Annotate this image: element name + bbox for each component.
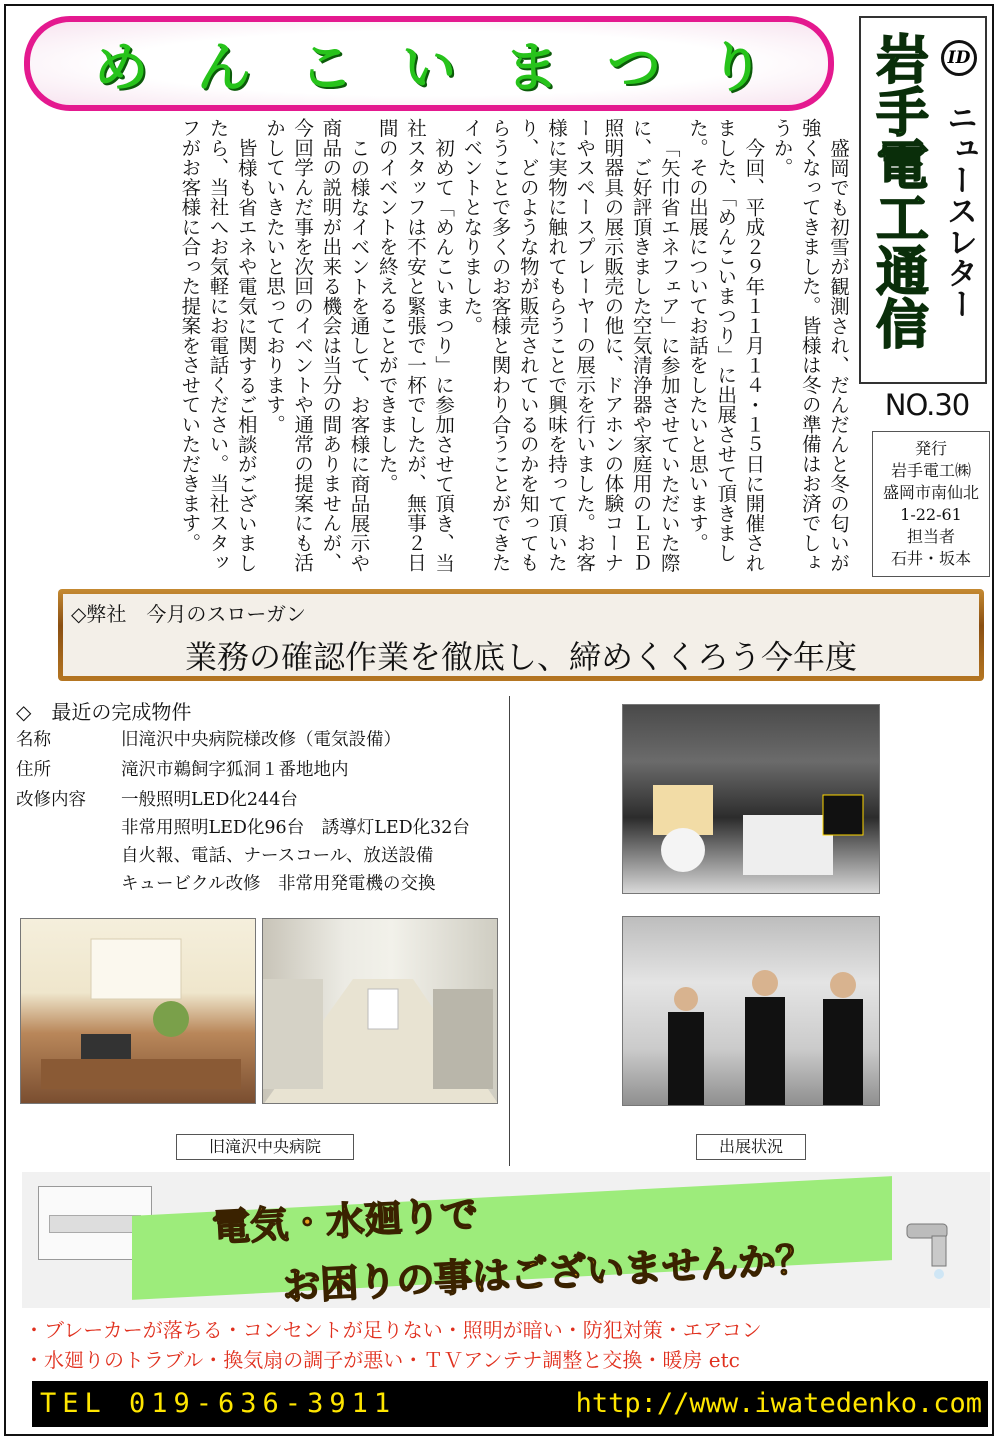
masthead xyxy=(859,16,987,384)
title-char: ま xyxy=(504,36,559,99)
publisher-box xyxy=(872,431,990,577)
works-heading: ◇ 最近の完成物件 xyxy=(16,700,192,724)
column-divider xyxy=(509,696,510,1166)
hospital-room-photo xyxy=(20,918,256,1104)
newsletter-name: 岩手電工通信 xyxy=(867,32,927,350)
work-value: 非常用照明LED化96台 誘導灯LED化32台 xyxy=(121,818,470,838)
publisher-line: 発行 xyxy=(914,439,947,458)
contact-footer xyxy=(32,1381,988,1427)
publisher-line: 担当者 xyxy=(906,527,955,546)
faucet-icon xyxy=(902,1214,972,1284)
room-illustration xyxy=(21,919,256,1104)
hospital-corridor-photo xyxy=(262,918,498,1104)
article-body xyxy=(114,118,852,580)
publisher-line: 石井・坂本 xyxy=(890,549,971,568)
service-list-line: ・水廻りのトラブル・換気扇の調子が悪い・ＴＶアンテナ調整と交換・暖房 etc xyxy=(24,1348,740,1372)
ad-headline: 電気・水廻りで xyxy=(211,1192,480,1250)
exhibit-staff-photo xyxy=(622,916,880,1106)
newsletter-page xyxy=(4,4,994,1436)
work-value: 滝沢市鵜飼字狐洞１番地地内 xyxy=(121,760,349,780)
article-paragraph: 今回、平成２９年１１月１４・１５日に開催されました、「めんこいまつり」に出展させて頂きました。その出展についてお話をしたいと思います。 xyxy=(685,118,766,572)
publisher-line: 岩手電工㈱ xyxy=(890,461,971,480)
newsletter-subtitle: ニュースレター xyxy=(941,102,977,319)
title-char: つ xyxy=(607,36,662,99)
work-value: 旧滝沢中央病院様改修（電気設備） xyxy=(121,730,401,750)
article-paragraph: 盛岡でも初雪が観測され、だんだんと冬の匂いが強くなってきました。皆様は冬の準備はお済でしょうか。 xyxy=(770,118,850,573)
work-label: 改修内容 xyxy=(16,790,86,810)
exhibit-caption: 出展状況 xyxy=(696,1134,806,1160)
article-paragraph: 皆様も省エネや電気に関するご相談がございましたら、当社へお気軽にお電話ください。当社スタッフがお客様に合った提案をさせていただきます。 xyxy=(178,118,258,573)
title-char: め xyxy=(94,36,149,99)
title-char: こ xyxy=(299,36,354,99)
booth-illustration xyxy=(623,705,880,894)
exhibit-booth-photo xyxy=(622,704,880,894)
company-logo-icon: ID xyxy=(941,40,977,76)
title-char: い xyxy=(401,36,456,99)
slogan-label: ◇弊社 今月のスローガン xyxy=(71,602,306,626)
issue-number: NO.30 xyxy=(884,388,970,422)
publisher-line: 1-22-61 xyxy=(900,505,962,524)
work-label: 名称 xyxy=(16,730,51,750)
title-banner xyxy=(24,16,834,111)
slogan-text: 業務の確認作業を徹底し、締めくくろう今年度 xyxy=(184,638,857,676)
service-ad xyxy=(22,1172,990,1308)
work-value: 一般照明LED化244台 xyxy=(121,790,298,810)
ad-subheadline: お困りの事はございませんか？ xyxy=(281,1237,815,1309)
work-label: 住所 xyxy=(16,760,51,780)
phone-number[interactable]: TEL 019-636-3911 xyxy=(40,1388,397,1419)
article-paragraph: この様なイベントを通して、お客様に商品展示や商品の説明が出来る機会は当分の間ありませんが、今回学んだ事を次回のイベントや通常の提案にも活かしていきたいと思っております。 xyxy=(262,118,371,573)
service-list-line: ・ブレーカーが落ちる・コンセントが足りない・照明が暗い・防犯対策・エアコン xyxy=(24,1318,762,1342)
corridor-illustration xyxy=(263,919,498,1104)
work-value: 自火報、電話、ナースコール、放送設備 xyxy=(121,846,434,866)
website-link[interactable]: http://www.iwatedenko.com xyxy=(575,1388,982,1419)
hospital-caption: 旧滝沢中央病院 xyxy=(176,1134,354,1160)
publisher-line: 盛岡市南仙北 xyxy=(882,483,979,502)
slogan-frame xyxy=(58,589,984,681)
staff-illustration xyxy=(623,917,880,1106)
title-char: り xyxy=(709,36,764,99)
slogan-panel xyxy=(63,594,979,676)
work-value: キュービクル改修 非常用発電機の交換 xyxy=(121,874,436,894)
title-char: ん xyxy=(196,36,251,99)
article-paragraph: 「矢巾省エネフェア」に参加させていただいた際に、ご好評頂きました空気清浄器や家庭用のＬＥＤ照明器具の展示販売の他に、ドアホンの体験コーナーやスペースプレーヤーの展示を行いました。お客様に実物に触れてもらうことで興味を持って頂いたり、どのような物が販売されているのかを知ってもらうことで多くのお客様と関わり合うことができたイベントとなりました。 xyxy=(460,118,681,573)
article-paragraph: 初めて「めんこいまつり」に参加させて頂き、当社スタッフは不安と緊張で一杯でしたが、無事２日間のイベントを終えることができました。 xyxy=(375,118,456,573)
